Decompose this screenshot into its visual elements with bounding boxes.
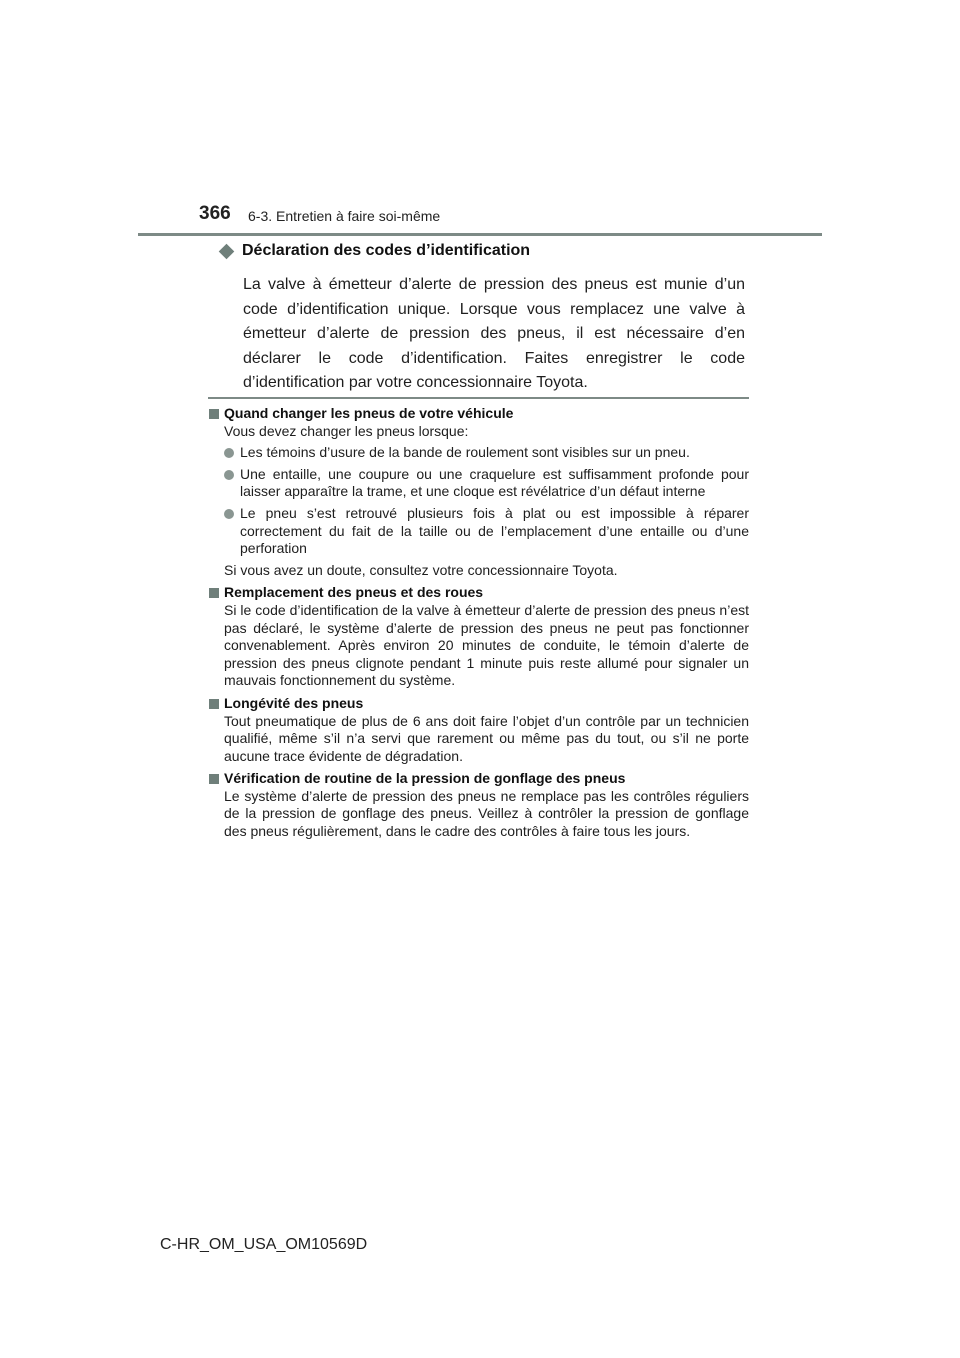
- list-item: [224, 444, 749, 462]
- section-heading: [209, 770, 749, 788]
- callout-title-text: Déclaration des codes d’identification: [242, 242, 531, 259]
- list-item-text: Le pneu s’est retrouvé plusieurs fois à plat ou est impossible à réparer correctement du fait de la taille ou de l’emplacement d’une entaille ou d’une perforation: [240, 504, 749, 557]
- callout-text: La valve à émetteur d’alerte de pression des pneus est munie d’un code d’identification unique. Lorsque vous remplacez une valve à émetteur d’alerte de pression des pneus, il est nécessaire d’en déclarer le code d’identification. Faites enregistrer le code d’identification par votre concessionnaire Toyota.: [243, 276, 745, 392]
- section-title: Quand changer les pneus de votre véhicule: [224, 405, 514, 421]
- section-heading: [209, 695, 749, 713]
- section-header: 6-3. Entretien à faire soi-même: [248, 208, 441, 224]
- list-item: [224, 505, 749, 558]
- section-body: Tout pneumatique de plus de 6 ans doit faire l’objet d’un contrôle par un technicien qualifié, même s’il n’a servi que rarement ou même pas du tout, ou s’il ne porte aucune trace évidente de dégradation.: [224, 712, 749, 764]
- section-intro: Vous devez changer les pneus lorsque:: [224, 422, 469, 439]
- section-pressure-check: [209, 770, 749, 840]
- circle-bullet-icon: [224, 448, 234, 458]
- section-title: Remplacement des pneus et des roues: [224, 584, 484, 601]
- circle-bullet-icon: [224, 509, 234, 519]
- section-outro: Si vous avez un doute, consultez votre concessionnaire Toyota.: [224, 561, 618, 578]
- content: [209, 404, 749, 841]
- header-rule: [138, 233, 822, 236]
- section-heading: [209, 405, 749, 423]
- square-bullet-icon: [209, 409, 219, 419]
- section-body: Le système d’alerte de pression des pneus ne remplace pas les contrôles réguliers de la pression de gonflage des pneus. Veillez à contrôler la pression de gonflage des pneus régulièrement, dans le cadre des contrôles à faire tous les jours.: [224, 787, 749, 840]
- callout-title: [218, 242, 530, 260]
- square-bullet-icon: [209, 699, 219, 709]
- circle-bullet-icon: [224, 470, 234, 480]
- square-bullet-icon: [209, 774, 219, 784]
- section-title: Longévité des pneus: [224, 694, 364, 711]
- square-bullet-icon: [209, 588, 219, 598]
- list-item-text: Une entaille, une coupure ou une craquelure est suffisamment profonde pour laisser apparaître la trame, et une cloque est révélatrice d’un défaut interne: [240, 465, 749, 500]
- section-tire-change: [209, 405, 749, 579]
- list-item-text: Les témoins d’usure de la bande de roulement sont visibles sur un pneu.: [240, 444, 690, 461]
- list-item: [224, 466, 749, 501]
- section-heading: [209, 584, 749, 602]
- footer-code: C-HR_OM_USA_OM10569D: [160, 1236, 368, 1253]
- section-tire-longevity: [209, 695, 749, 765]
- section-title: Vérification de routine de la pression de gonflage des pneus: [224, 770, 626, 787]
- page-number: 366: [199, 203, 231, 224]
- callout-rule: [208, 397, 749, 399]
- section-body: Si le code d’identification de la valve à émetteur d’alerte de pression des pneus n’est pas déclaré, le système d’alerte de pression des pneus ne peut pas fonctionner convenablement. Après environ 20 minutes de conduite, le témoin d’alerte de pression des pneus clignote pendant 1 minute puis reste allumé pour signaler un mauvais fonctionnement du système.: [224, 601, 749, 689]
- section-tire-replacement: [209, 584, 749, 690]
- diamond-icon: [219, 243, 235, 259]
